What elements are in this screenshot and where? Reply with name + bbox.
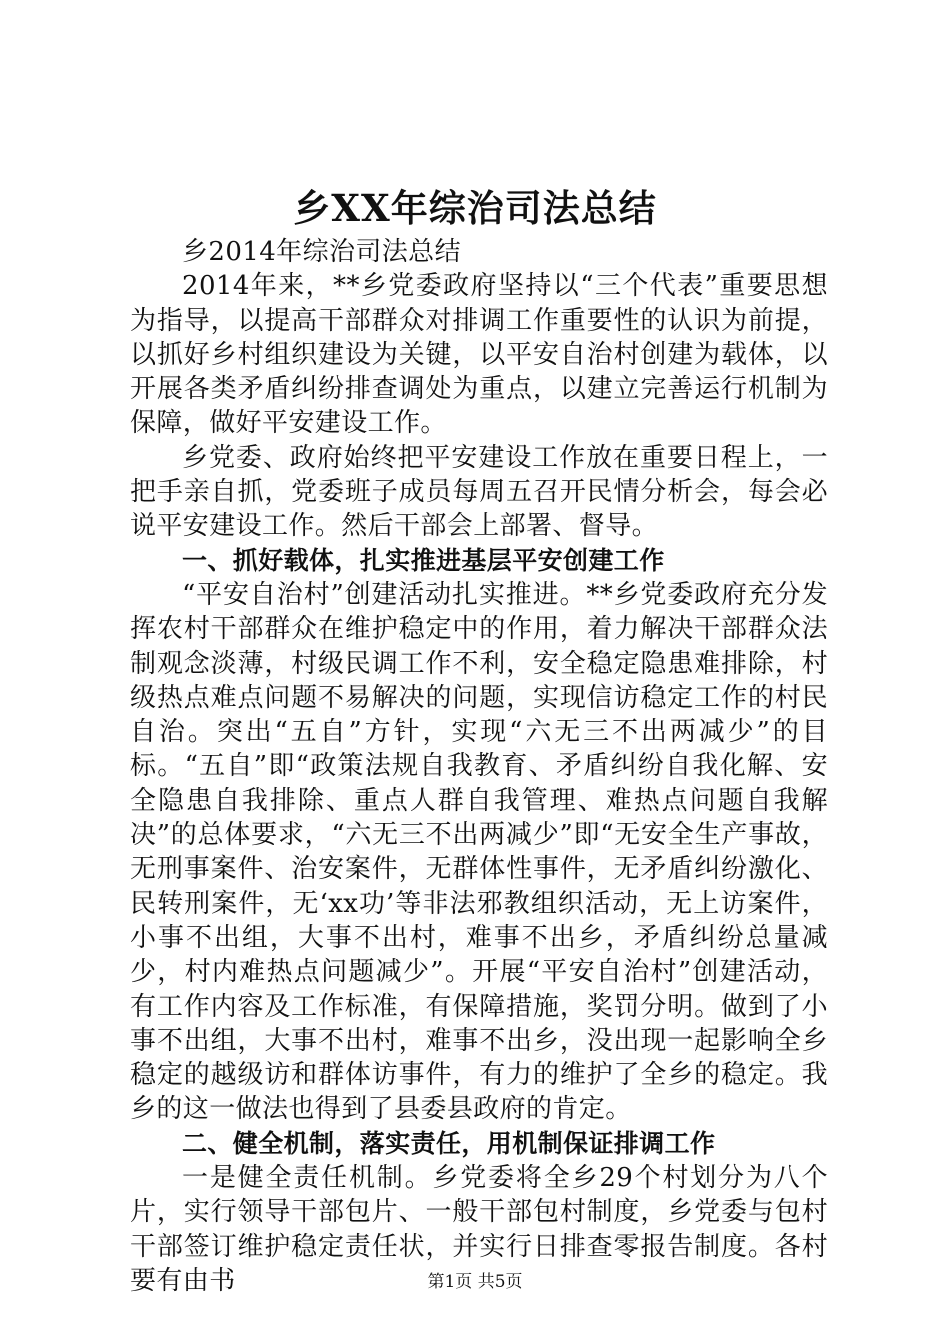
- paragraph-responsibility: 一是健全责任机制。乡党委将全乡29个村划分为八个片，实行领导干部包片、一般干部包村制度，乡党委与包村干部签订维护稳定责任状，并实行日排查零报告制度。各村要有由书: [130, 1163, 828, 1296]
- document-subtitle: 乡2014年综治司法总结: [182, 237, 461, 267]
- document-title: 乡XX年综治司法总结: [293, 186, 657, 230]
- paragraph-safe-village: “平安自治村”创建活动扎实推进。**乡党委政府充分发挥农村干部群众在维护稳定中的作用，着力解决干部群众法制观念淡薄，村级民调工作不利，安全稳定隐患难排除，村级热点难点问题不易解决的问题，实现信访稳定工作的村民自治。突出“五自”方针，实现“六无三不出两减少”的目标。“五自”即“政策法规自我教育、矛盾纠纷自我化解、安全隐患自我排除、重点人群自我管理、难热点问题自我解决”的总体要求，“六无三不出两减少”即“无安全生产事故，无刑事案件、治安案件，无群体性事件，无矛盾纠纷激化、民转刑案件，无‘xx功’等非法邪教组织活动，无上访案件，小事不出组，大事不出村，难事不出乡，矛盾纠纷总量减少，村内难热点问题减少”。开展“平安自治村”创建活动，有工作内容及工作标准，有保障措施，奖罚分明。做到了小事不出组，大事不出村，难事不出乡，没出现一起影响全乡稳定的越级访和群体访事件，有力的维护了全乡的稳定。我乡的这一做法也得到了县委县政府的肯定。: [130, 579, 828, 1125]
- page-indicator: 第1页 共5页: [427, 1272, 523, 1292]
- section-heading-2: 二、健全机制，落实责任，用机制保证排调工作: [182, 1128, 716, 1158]
- paragraph-leadership: 乡党委、政府始终把平安建设工作放在重要日程上，一把手亲自抓，党委班子成员每周五召开民情分析会，每会必说平安建设工作。然后干部会上部署、督导。: [130, 442, 828, 542]
- document-body: [130, 235, 828, 1298]
- paragraph-intro: 2014年来，**乡党委政府坚持以“三个代表”重要思想为指导，以提高干部群众对排调工作重要性的认识为前提，以抓好乡村组织建设为关键，以平安自治村创建为载体，以开展各类矛盾纠纷排查调处为重点，以建立完善运行机制为保障，做好平安建设工作。: [130, 271, 828, 439]
- section-heading-1: 一、抓好载体，扎实推进基层平安创建工作: [182, 545, 665, 575]
